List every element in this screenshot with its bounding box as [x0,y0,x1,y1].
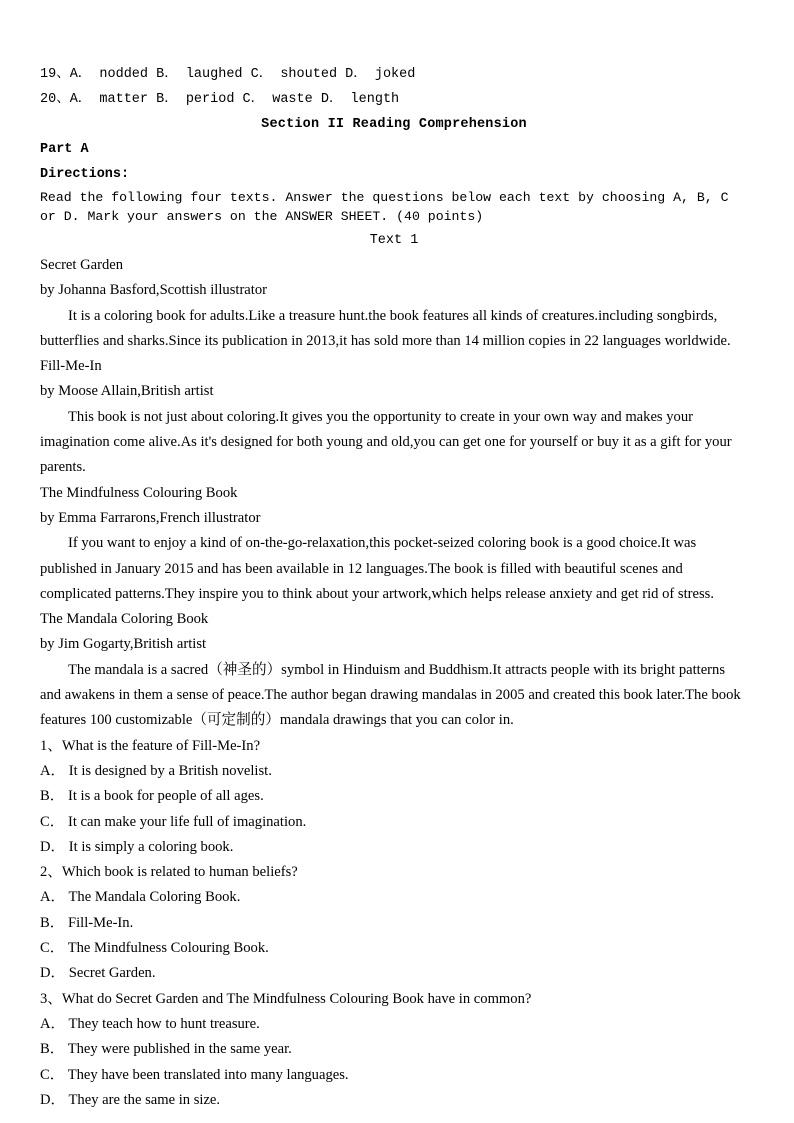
book-author: by Jim Gogarty,British artist [40,636,207,653]
question-option[interactable]: B． It is a book for people of all ages. [40,788,264,805]
question-option[interactable]: C． It can make your life full of imagination. [40,813,307,830]
question-option[interactable]: A． They teach how to hunt treasure. [40,1015,260,1032]
question-19-line [40,62,748,87]
question-option[interactable]: C． The Mindfulness Colouring Book. [40,940,269,957]
book-paragraph: It is a coloring book for adults.Like a treasure hunt.the book features all kinds of creatures.including songbirds, butterflies and sharks.Since its publication in 2013,it has sold more than 14 million copies in 22 languages worldwide. [40,307,731,349]
question-option[interactable]: A． It is designed by a British novelist. [40,762,272,779]
question-20-options: A． matter B． period C． waste D． length [69,92,400,107]
question-stem: 1、What is the feature of Fill-Me-In? [40,737,261,754]
question-option[interactable]: D． Secret Garden. [40,965,156,982]
question-option[interactable]: B． They were published in the same year. [40,1041,292,1058]
directions-label: Directions: [40,167,130,182]
book-paragraph: The mandala is a sacred（神圣的）symbol in Hinduism and Buddhism.It attracts people with its bright patterns and awakens in them a sense of peace.The author began drawing mandalas in 2005 and created this book later.The book features 100 customizable（可定制的）mandala drawings that you can color in. [40,661,741,729]
question-19-options: A． nodded B． laughed C． shouted D． joked [69,67,416,82]
question-stem: 2、Which book is related to human beliefs? [40,864,298,881]
question-20-number: 20、 [40,92,70,107]
book-paragraph: This book is not just about coloring.It gives you the opportunity to create in your own way and makes your imagination come alive.As it's designed for both young and old,you can get one for yourself or buy it as a gift for your parents. [40,408,732,476]
question-option[interactable]: C． They have been translated into many languages. [40,1066,349,1083]
question-option[interactable]: D． It is simply a coloring book. [40,838,234,855]
book-author: by Johanna Basford,Scottish illustrator [40,282,267,299]
question-option[interactable]: B． Fill-Me-In. [40,914,134,931]
book-author: by Emma Farrarons,French illustrator [40,509,261,526]
part-label: Part A [40,142,89,157]
question-19-number: 19、 [40,67,70,82]
book-title: Fill-Me-In [40,358,102,375]
question-option[interactable]: A． The Mandala Coloring Book. [40,889,241,906]
directions-body: Read the following four texts. Answer the questions below each text by choosing A, B, C or D. Mark your answers on the ANSWER SHEET. (40 points) [40,190,729,224]
text-label: Text 1 [369,233,419,248]
book-title: Secret Garden [40,257,124,273]
book-title: The Mindfulness Colouring Book [40,484,238,501]
book-paragraph: If you want to enjoy a kind of on-the-go-relaxation,this pocket-seized coloring book is a good choice.It was published in January 2015 and has been available in 12 languages.The book is filled with beautiful scenes and complicated patterns.They inspire you to think about your artwork,which helps release anxiety and get rid of stress. [40,535,714,602]
book-title: The Mandala Coloring Book [40,611,209,628]
question-option[interactable]: D． They are the same in size. [40,1091,221,1108]
question-20-line [40,87,748,112]
question-stem: 3、What do Secret Garden and The Mindfulness Colouring Book have in common? [40,990,532,1007]
book-author: by Moose Allain,British artist [40,383,214,400]
section-heading: Section II Reading Comprehension [261,117,527,132]
